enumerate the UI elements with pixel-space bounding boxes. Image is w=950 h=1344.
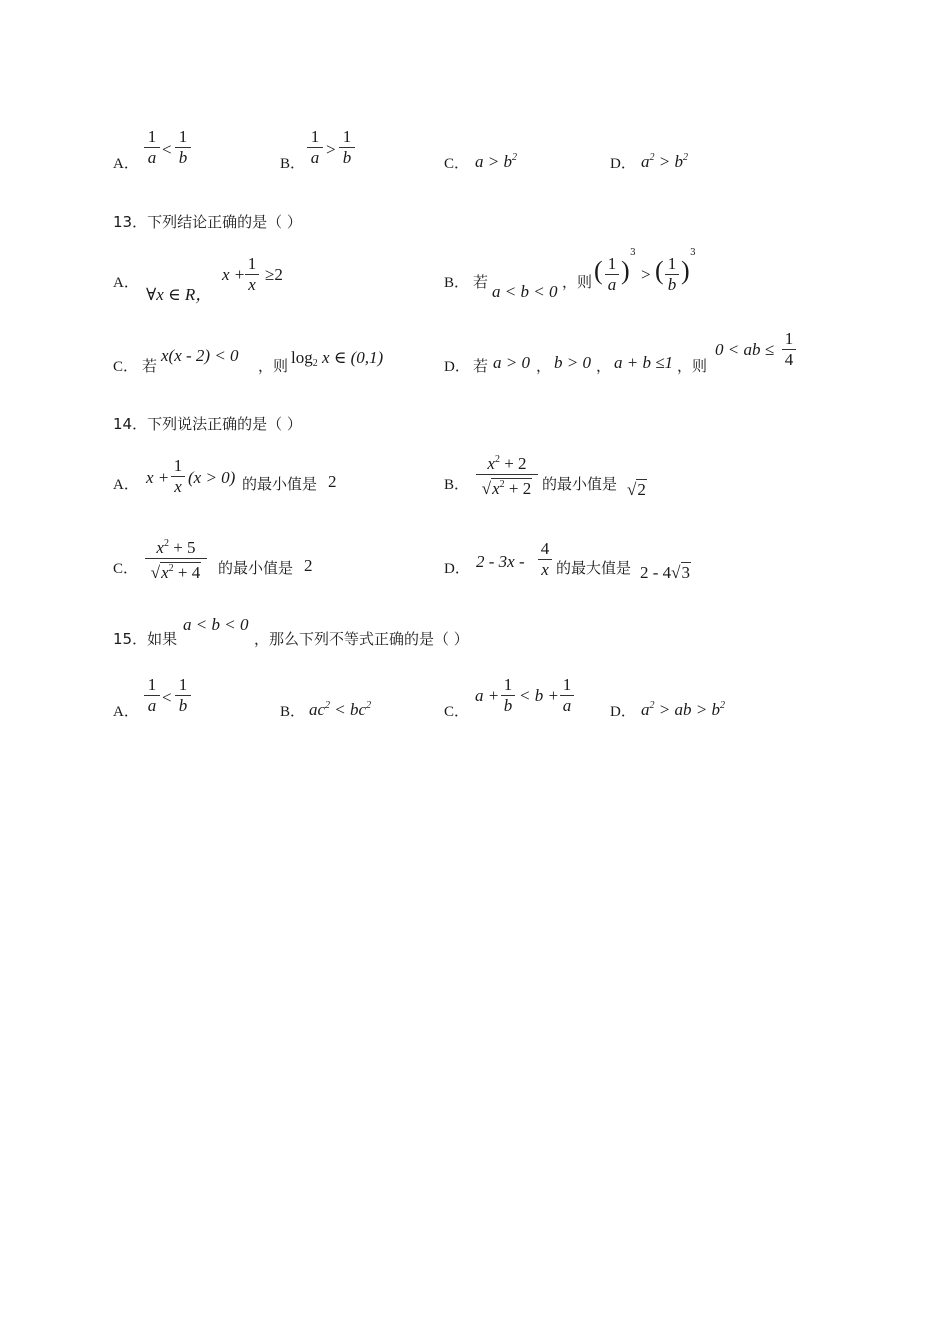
fraction-expression: $x^2 + 5$ $√x^2 + 4$ [144,534,208,583]
option-c-label: C． [444,156,470,172]
condition-a: a > 0 [493,353,530,372]
question-14-stem: 14．下列说法正确的是（ ） [113,415,302,433]
question-15-stem-end: ，那么下列不等式正确的是（ ） [254,630,469,648]
domain-condition: (x > 0) [188,468,236,487]
option-a-label: A． [113,156,139,172]
exponent-3: 3 [630,248,636,258]
fraction-4-over-x: 4 x [537,539,553,580]
greater-than-sign: > [326,140,336,159]
geq-2: ≥2 [265,265,283,284]
min-value-text: 的最小值是 [242,475,318,493]
less-than-sign: < [162,140,172,159]
option-c-expr: $a > b^2$ [475,152,517,171]
question-13-stem: 13．下列结论正确的是（ ） [113,213,302,231]
option-d-label: D． [444,359,470,375]
comma: ， [536,357,552,375]
option-b-expr: $ac^2 < bc^2$ [309,700,372,719]
then-text: ，则 [562,273,593,291]
option-c-label: C． [113,359,139,375]
conclusion-expr: 0 < ab ≤ [715,340,775,359]
right-paren: ) [621,256,630,285]
min-value: 2 [328,472,337,491]
if-text: 若 [473,273,489,291]
min-value-text: 的最小值是 [542,475,618,493]
min-value-text: 的最小值是 [218,559,294,577]
greater-than-sign: > [641,265,651,284]
then-text: ，则 [258,357,289,375]
option-a-label: A． [113,477,139,493]
fraction-1-over-a: 1 a [604,254,620,295]
less-than-sign: < [162,688,172,707]
then-text: ，则 [677,357,708,375]
condition-expr: x(x - 2) < 0 [161,346,239,365]
option-d-label: D． [444,561,470,577]
fraction-1-over-a: 1 a [143,675,161,716]
fraction-1-over-x: 1 x [170,456,186,497]
fraction-1-over-b: 1 b [174,675,192,716]
x-plus: x + [146,468,170,487]
option-d-label: D． [610,704,636,720]
condition-expr: a < b < 0 [183,615,249,634]
option-b-label: B． [444,477,470,493]
option-a-label: A． [113,275,139,291]
option-d-label: D． [610,156,636,172]
right-paren: ) [681,256,690,285]
fraction-1-over-4: 1 4 [781,329,797,370]
a-plus: a + [475,686,500,705]
left-paren: ( [655,256,664,285]
x-plus: x + [222,265,246,284]
log-expr: $\log_2 x$ ∈ (0,1) [291,348,384,369]
option-c-label: C． [444,704,470,720]
comma: ， [596,357,612,375]
fraction-1-over-b: 1 b [500,675,516,716]
option-d-expr: $a^2$ > ab > $b^2$ [641,700,725,719]
max-value: 2 - 4√3 [640,563,691,582]
sqrt-2: √2 [627,480,646,499]
fraction-1-over-b: 1 b [664,254,680,295]
function-expr: 2 - 3x - [476,552,525,571]
condition-b: b > 0 [554,353,591,372]
max-value-text: 的最大值是 [556,559,632,577]
fraction-1-over-b: 1 b [338,127,356,168]
if-text: 若 [142,357,158,375]
fraction-1-over-a: 1 a [559,675,575,716]
fraction-expression: $x^2 + 2$ $√x^2 + 2$ [475,450,539,499]
option-a-label: A． [113,704,139,720]
exponent-3: 3 [690,248,696,258]
option-b-label: B． [444,275,470,291]
option-b-label: B． [280,156,306,172]
option-b-label: B． [280,704,306,720]
left-paren: ( [594,256,603,285]
fraction-1-over-a: 1 a [306,127,324,168]
fraction-1-over-x: 1 x [244,254,260,295]
option-c-label: C． [113,561,139,577]
fraction-1-over-a: 1 a [143,127,161,168]
fraction-1-over-b: 1 b [174,127,192,168]
if-text: 若 [473,357,489,375]
condition-sum: a + b ≤1 [614,353,674,372]
question-15-stem-start: 15．如果 [113,630,178,648]
option-d-expr: $a^2 > b^2$ [641,152,688,171]
forall-expr: ∀x ∈ R， [146,285,213,304]
min-value: 2 [304,556,313,575]
condition-expr: a < b < 0 [492,282,558,301]
less-b-plus: < b + [519,686,559,705]
